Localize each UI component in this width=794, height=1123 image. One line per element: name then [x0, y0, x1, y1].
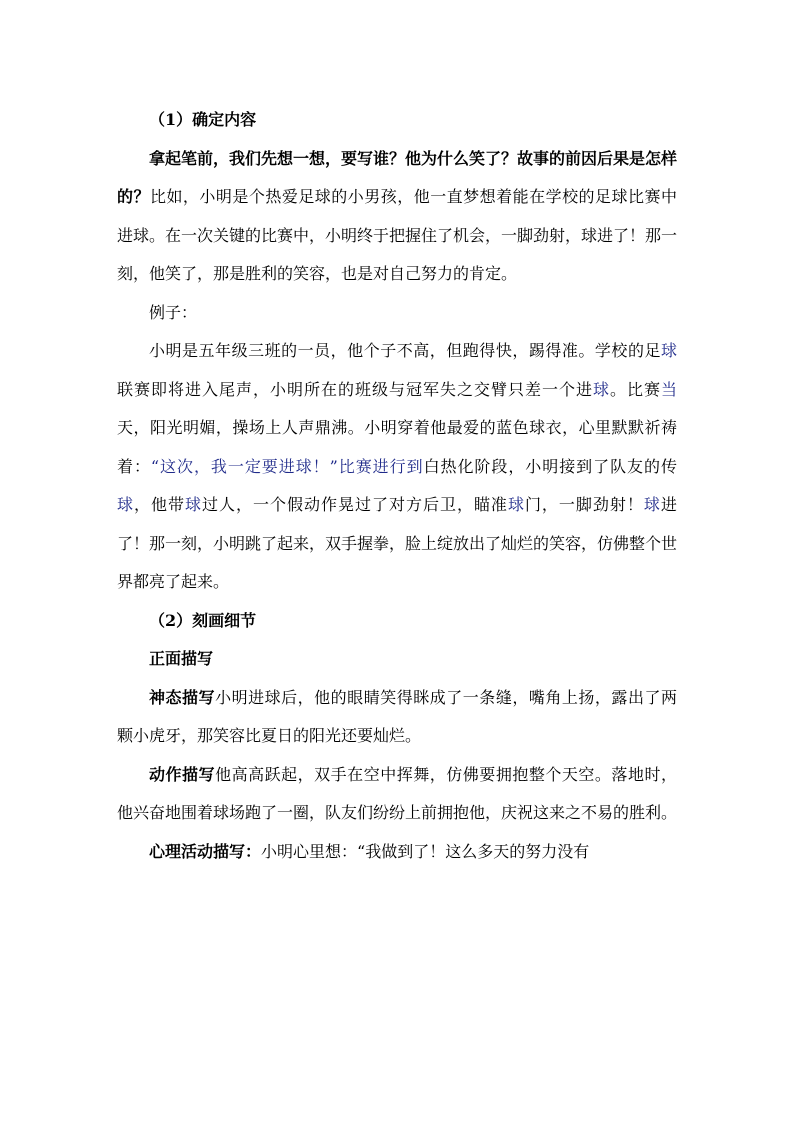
section-heading-1: （1）确定内容: [149, 110, 257, 129]
expression-label: 神态描写: [149, 687, 216, 707]
example-text: 联赛即将进入尾声，小明所在的班级与冠军失之交臂只差一个进: [117, 379, 593, 399]
example-highlight: 球: [592, 379, 610, 399]
example-highlight: 球: [643, 495, 661, 514]
paragraph-psychology: [117, 833, 677, 872]
example-highlight: 球: [660, 341, 677, 360]
example-highlight: 球: [507, 495, 525, 514]
intro-text: 比如，小明是个热爱足球的小男孩，他一直梦想着能在学校的足球比赛中进球。在一次关键的比赛中，小明终于把握住了机会，一脚劲射，球进了！那一刻，他笑了，那是胜利的笑容，也是对自己努力的肯定。: [117, 187, 678, 283]
paragraph-action: [117, 756, 677, 833]
example-highlight: 球: [185, 495, 202, 514]
example-highlight: 当: [660, 379, 677, 399]
action-label: 动作描写: [149, 764, 216, 784]
example-highlight: 球: [117, 495, 134, 514]
example-text: ，他带: [134, 495, 185, 514]
subheading-front-description: 正面描写: [149, 649, 214, 668]
example-text: 过人，一个假动作晃过了对方后卫，瞄准: [202, 495, 508, 514]
intro-bold-question: 拿起笔前，我们先想一想，要写谁？他为什么笑了？故事的前因后果是怎样的？: [117, 148, 678, 206]
example-text: 小明是五年级三班的一员，他个子不高，但跑得快，踢得准。学校的足: [149, 341, 661, 360]
example-text: 白热化阶段，小明接到了队友的传: [423, 456, 677, 476]
example-text: 。比赛: [609, 379, 661, 399]
expression-text: 小明进球后，他的眼睛笑得眯成了一条缝，嘴角上扬，露出了两颗小虎牙，那笑容比夏日的阳光还要灿烂。: [117, 687, 677, 745]
paragraph-expression: [117, 679, 677, 756]
section-heading-2: （2）刻画细节: [149, 610, 257, 630]
example-paragraph: [117, 332, 677, 602]
paragraph-intro: [117, 140, 677, 294]
action-text: 他高高跃起，双手在空中挥舞，仿佛要拥抱整个天空。落地时，他兴奋地围着球场跑了一圈，队友们纷纷上前拥抱他，庆祝这来之不易的胜利。: [117, 764, 678, 822]
example-label: 例子：: [149, 302, 198, 322]
example-text: 进了！那一刻，小明跳了起来，双手握拳，脸上绽放出了灿烂的笑容，仿佛整个世界都亮了起来。: [117, 495, 678, 591]
example-text: 天，阳光明媚，操场上人声鼎沸。小明穿着他最爱的蓝色球衣，心里默默祈祷着：: [117, 418, 677, 476]
example-text: 门，一脚劲射！: [524, 495, 644, 514]
psychology-text: 小明心里想：“我做到了！这么多天的努力没有: [261, 841, 590, 861]
psychology-label: 心理活动描写：: [149, 841, 262, 861]
example-highlight: “这次，我一定要进球！”比赛进行到: [150, 456, 424, 476]
